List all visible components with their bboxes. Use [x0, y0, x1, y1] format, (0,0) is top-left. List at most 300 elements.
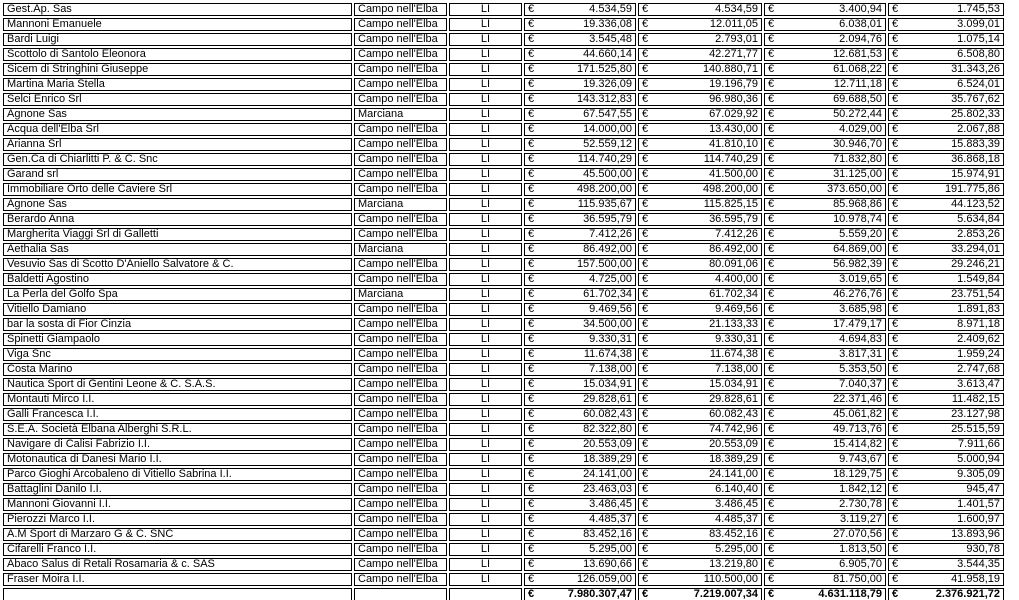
- province-cell: LI: [449, 183, 522, 196]
- euro-symbol: €: [528, 483, 535, 495]
- province-cell: LI: [449, 558, 522, 571]
- euro-symbol: €: [642, 168, 649, 180]
- municipality-cell: Campo nell'Elba: [354, 573, 447, 586]
- municipality-cell: Campo nell'Elba: [354, 3, 447, 16]
- euro-symbol: €: [892, 198, 899, 210]
- amount-1-cell: € 9.469,56: [524, 303, 636, 316]
- municipality-cell: Campo nell'Elba: [354, 318, 447, 331]
- municipality-cell: Campo nell'Elba: [354, 183, 447, 196]
- total-amount-1-cell: [524, 588, 636, 600]
- euro-symbol: €: [768, 18, 775, 30]
- euro-symbol: €: [642, 138, 649, 150]
- amount-4-cell: € 25.515,59: [888, 423, 1004, 436]
- amount-3-cell: € 3.685,98: [764, 303, 886, 316]
- company-name-cell: bar la sosta di Fior Cinzia: [3, 318, 352, 331]
- table-row: [3, 18, 1004, 31]
- amount-4-cell: € 13.893,96: [888, 528, 1004, 541]
- euro-symbol: €: [892, 33, 899, 45]
- euro-symbol: €: [642, 3, 649, 15]
- euro-symbol: €: [892, 498, 899, 510]
- amount-1-cell: € 29.828,61: [524, 393, 636, 406]
- amount-4-cell: € 5.634,84: [888, 213, 1004, 226]
- province-cell: LI: [449, 258, 522, 271]
- company-name-cell: Viga Snc: [3, 348, 352, 361]
- amount-2-cell: € 21.133,33: [638, 318, 762, 331]
- province-cell: LI: [449, 153, 522, 166]
- euro-symbol: €: [528, 453, 535, 465]
- euro-symbol: €: [768, 363, 775, 375]
- amount-2-cell: € 11.674,38: [638, 348, 762, 361]
- euro-symbol: €: [768, 348, 775, 360]
- euro-symbol: €: [768, 468, 775, 480]
- euro-symbol: €: [528, 3, 535, 15]
- euro-symbol: €: [528, 228, 535, 240]
- euro-symbol: €: [642, 558, 649, 570]
- euro-symbol: €: [892, 513, 899, 525]
- table-row: [3, 483, 1004, 496]
- company-name-cell: Fraser Moira I.I.: [3, 573, 352, 586]
- province-cell: LI: [449, 168, 522, 181]
- amount-1-cell: € 114.740,29: [524, 153, 636, 166]
- table-row: [3, 123, 1004, 136]
- euro-symbol: €: [528, 408, 535, 420]
- euro-symbol: €: [768, 138, 775, 150]
- amount-2-cell: € 96.980,36: [638, 93, 762, 106]
- amount-1-cell: € 67.547,55: [524, 108, 636, 121]
- amount-4-cell: € 2.853,26: [888, 228, 1004, 241]
- amount-3-cell: € 3.019,65: [764, 273, 886, 286]
- amount-1-cell: € 19.326,09: [524, 78, 636, 91]
- province-cell: LI: [449, 213, 522, 226]
- amount-1-cell: € 11.674,38: [524, 348, 636, 361]
- company-name-cell: S.E.A. Società Elbana Alberghi S.R.L.: [3, 423, 352, 436]
- euro-symbol: €: [768, 168, 775, 180]
- province-cell: LI: [449, 123, 522, 136]
- euro-symbol: €: [892, 138, 899, 150]
- euro-symbol: €: [528, 108, 535, 120]
- amount-1-cell: € 13.690,66: [524, 558, 636, 571]
- table-row: [3, 363, 1004, 376]
- euro-symbol: €: [642, 393, 649, 405]
- amount-3-cell: € 85.968,86: [764, 198, 886, 211]
- euro-symbol: €: [768, 108, 775, 120]
- table-row: [3, 228, 1004, 241]
- euro-symbol: €: [642, 153, 649, 165]
- euro-symbol: €: [528, 438, 535, 450]
- euro-symbol: €: [642, 513, 649, 525]
- total-amount-4: 2.376.921,72: [935, 588, 1000, 600]
- table-body: [3, 3, 1004, 586]
- company-name-cell: Cifarelli Franco I.I.: [3, 543, 352, 556]
- euro-symbol: €: [642, 213, 649, 225]
- amount-1-cell: € 4.534,59: [524, 3, 636, 16]
- amount-3-cell: € 6.905,70: [764, 558, 886, 571]
- amount-2-cell: € 6.140,40: [638, 483, 762, 496]
- amount-3-cell: € 56.982,39: [764, 258, 886, 271]
- company-name-cell: A.M Sport di Marzaro G & C. SNC: [3, 528, 352, 541]
- amount-1-cell: € 3.545,48: [524, 33, 636, 46]
- amount-4-cell: € 15.883,39: [888, 138, 1004, 151]
- province-cell: LI: [449, 513, 522, 526]
- company-name-cell: Abaco Salus di Retali Rosamaria & c. SAS: [3, 558, 352, 571]
- municipality-cell: Campo nell'Elba: [354, 273, 447, 286]
- table-row: [3, 243, 1004, 256]
- amount-3-cell: € 18.129,75: [764, 468, 886, 481]
- amount-3-cell: € 45.061,82: [764, 408, 886, 421]
- table-row: [3, 258, 1004, 271]
- euro-symbol: €: [768, 243, 775, 255]
- amount-4-cell: € 41.958,19: [888, 573, 1004, 586]
- amount-4-cell: € 1.075,14: [888, 33, 1004, 46]
- euro-symbol: €: [528, 318, 535, 330]
- euro-symbol: €: [642, 303, 649, 315]
- company-name-cell: Vesuvio Sas di Scotto D'Aniello Salvatore & C.: [3, 258, 352, 271]
- amount-2-cell: € 4.400,00: [638, 273, 762, 286]
- euro-symbol: €: [768, 93, 775, 105]
- table-row: [3, 573, 1004, 586]
- euro-symbol: €: [642, 528, 649, 540]
- table-row: [3, 318, 1004, 331]
- amount-2-cell: € 60.082,43: [638, 408, 762, 421]
- euro-symbol: €: [892, 108, 899, 120]
- municipality-cell: Campo nell'Elba: [354, 63, 447, 76]
- province-cell: LI: [449, 483, 522, 496]
- amount-2-cell: € 13.219,80: [638, 558, 762, 571]
- amount-1-cell: € 5.295,00: [524, 543, 636, 556]
- province-cell: LI: [449, 93, 522, 106]
- amount-2-cell: € 41.500,00: [638, 168, 762, 181]
- municipality-cell: Campo nell'Elba: [354, 153, 447, 166]
- municipality-cell: Campo nell'Elba: [354, 453, 447, 466]
- table-row: [3, 33, 1004, 46]
- province-cell: LI: [449, 48, 522, 61]
- amount-2-cell: € 7.138,00: [638, 363, 762, 376]
- amount-3-cell: € 10.978,74: [764, 213, 886, 226]
- amount-1-cell: € 4.725,00: [524, 273, 636, 286]
- euro-symbol: €: [892, 423, 899, 435]
- amount-1-cell: € 19.336,08: [524, 18, 636, 31]
- amount-3-cell: € 3.400,94: [764, 3, 886, 16]
- amount-3-cell: € 1.842,12: [764, 483, 886, 496]
- municipality-cell: Campo nell'Elba: [354, 498, 447, 511]
- total-amount-2-cell: [638, 588, 762, 600]
- province-cell: LI: [449, 543, 522, 556]
- table-footer: [3, 588, 1004, 600]
- euro-symbol: €: [892, 333, 899, 345]
- euro-symbol: €: [892, 78, 899, 90]
- euro-symbol: €: [892, 543, 899, 555]
- company-name-cell: Mannoni Emanuele: [3, 18, 352, 31]
- totals-empty-municipality-cell: [354, 588, 447, 600]
- euro-symbol: €: [642, 183, 649, 195]
- municipality-cell: Campo nell'Elba: [354, 393, 447, 406]
- euro-symbol: €: [528, 588, 535, 600]
- table-row: [3, 528, 1004, 541]
- municipality-cell: Campo nell'Elba: [354, 123, 447, 136]
- province-cell: LI: [449, 78, 522, 91]
- province-cell: LI: [449, 333, 522, 346]
- amount-2-cell: € 74.742,96: [638, 423, 762, 436]
- municipality-cell: Campo nell'Elba: [354, 213, 447, 226]
- table-row: [3, 348, 1004, 361]
- amount-1-cell: € 60.082,43: [524, 408, 636, 421]
- amount-4-cell: € 6.508,80: [888, 48, 1004, 61]
- table-row: [3, 108, 1004, 121]
- province-cell: LI: [449, 33, 522, 46]
- province-cell: LI: [449, 528, 522, 541]
- euro-symbol: €: [528, 273, 535, 285]
- amount-4-cell: € 8.971,18: [888, 318, 1004, 331]
- company-name-cell: Scottolo di Santolo Eleonora: [3, 48, 352, 61]
- amount-3-cell: € 71.832,80: [764, 153, 886, 166]
- table-row: [3, 153, 1004, 166]
- company-name-cell: Berardo Anna: [3, 213, 352, 226]
- amount-4-cell: € 2.067,88: [888, 123, 1004, 136]
- amount-1-cell: € 34.500,00: [524, 318, 636, 331]
- company-name-cell: Baldetti Agostino: [3, 273, 352, 286]
- euro-symbol: €: [768, 228, 775, 240]
- province-cell: LI: [449, 408, 522, 421]
- province-cell: LI: [449, 18, 522, 31]
- amount-1-cell: € 23.463,03: [524, 483, 636, 496]
- amount-1-cell: € 83.452,16: [524, 528, 636, 541]
- amount-4-cell: € 1.600,97: [888, 513, 1004, 526]
- amount-3-cell: € 5.353,50: [764, 363, 886, 376]
- company-name-cell: Spinetti Giampaolo: [3, 333, 352, 346]
- amount-4-cell: € 1.959,24: [888, 348, 1004, 361]
- euro-symbol: €: [642, 18, 649, 30]
- euro-symbol: €: [528, 513, 535, 525]
- amount-3-cell: € 3.817,31: [764, 348, 886, 361]
- totals-row: [3, 588, 1004, 600]
- euro-symbol: €: [528, 573, 535, 585]
- table-row: [3, 378, 1004, 391]
- amount-3-cell: € 9.743,67: [764, 453, 886, 466]
- euro-symbol: €: [892, 453, 899, 465]
- amount-2-cell: € 41.810,10: [638, 138, 762, 151]
- euro-symbol: €: [528, 213, 535, 225]
- table-row: [3, 513, 1004, 526]
- euro-symbol: €: [892, 123, 899, 135]
- amount-3-cell: € 69.688,50: [764, 93, 886, 106]
- euro-symbol: €: [528, 543, 535, 555]
- municipality-cell: Marciana: [354, 198, 447, 211]
- euro-symbol: €: [892, 18, 899, 30]
- euro-symbol: €: [642, 318, 649, 330]
- euro-symbol: €: [768, 423, 775, 435]
- euro-symbol: €: [528, 198, 535, 210]
- euro-symbol: €: [528, 168, 535, 180]
- euro-symbol: €: [642, 273, 649, 285]
- amount-2-cell: € 12.011,05: [638, 18, 762, 31]
- euro-symbol: €: [642, 198, 649, 210]
- amount-4-cell: € 3.544,35: [888, 558, 1004, 571]
- euro-symbol: €: [642, 378, 649, 390]
- table-row: [3, 198, 1004, 211]
- amount-3-cell: € 4.029,00: [764, 123, 886, 136]
- euro-symbol: €: [892, 168, 899, 180]
- table-row: [3, 183, 1004, 196]
- euro-symbol: €: [528, 423, 535, 435]
- amount-1-cell: € 115.935,67: [524, 198, 636, 211]
- municipality-cell: Campo nell'Elba: [354, 258, 447, 271]
- euro-symbol: €: [528, 258, 535, 270]
- company-name-cell: Vitiello Damiano: [3, 303, 352, 316]
- euro-symbol: €: [768, 318, 775, 330]
- euro-symbol: €: [768, 288, 775, 300]
- euro-symbol: €: [768, 3, 775, 15]
- company-name-cell: Battaglini Danilo I.I.: [3, 483, 352, 496]
- euro-symbol: €: [528, 333, 535, 345]
- euro-symbol: €: [528, 288, 535, 300]
- euro-symbol: €: [892, 588, 899, 600]
- euro-symbol: €: [768, 183, 775, 195]
- euro-symbol: €: [768, 528, 775, 540]
- amount-3-cell: € 17.479,17: [764, 318, 886, 331]
- amount-4-cell: € 5.000,94: [888, 453, 1004, 466]
- euro-symbol: €: [768, 33, 775, 45]
- amount-4-cell: € 1.549,84: [888, 273, 1004, 286]
- municipality-cell: Campo nell'Elba: [354, 408, 447, 421]
- euro-symbol: €: [642, 123, 649, 135]
- euro-symbol: €: [768, 573, 775, 585]
- amount-4-cell: € 7.911,66: [888, 438, 1004, 451]
- amount-2-cell: € 115.825,15: [638, 198, 762, 211]
- euro-symbol: €: [768, 453, 775, 465]
- amount-4-cell: € 25.802,33: [888, 108, 1004, 121]
- euro-symbol: €: [892, 288, 899, 300]
- amount-3-cell: € 5.559,20: [764, 228, 886, 241]
- euro-symbol: €: [642, 348, 649, 360]
- company-name-cell: Garand srl: [3, 168, 352, 181]
- amount-1-cell: € 86.492,00: [524, 243, 636, 256]
- company-name-cell: Costa Marino: [3, 363, 352, 376]
- company-name-cell: Galli Francesca I.I.: [3, 408, 352, 421]
- euro-symbol: €: [642, 423, 649, 435]
- table-row: [3, 423, 1004, 436]
- table-row: [3, 3, 1004, 16]
- amount-4-cell: € 1.401,57: [888, 498, 1004, 511]
- euro-symbol: €: [528, 393, 535, 405]
- euro-symbol: €: [642, 408, 649, 420]
- municipality-cell: Campo nell'Elba: [354, 303, 447, 316]
- municipality-cell: Campo nell'Elba: [354, 93, 447, 106]
- table-row: [3, 168, 1004, 181]
- province-cell: LI: [449, 498, 522, 511]
- amount-3-cell: € 49.713,76: [764, 423, 886, 436]
- euro-symbol: €: [642, 108, 649, 120]
- amount-4-cell: € 9.305,09: [888, 468, 1004, 481]
- amount-2-cell: € 86.492,00: [638, 243, 762, 256]
- table-row: [3, 138, 1004, 151]
- euro-symbol: €: [892, 273, 899, 285]
- table-row: [3, 63, 1004, 76]
- euro-symbol: €: [892, 153, 899, 165]
- municipality-cell: Campo nell'Elba: [354, 378, 447, 391]
- euro-symbol: €: [528, 498, 535, 510]
- province-cell: LI: [449, 108, 522, 121]
- euro-symbol: €: [768, 303, 775, 315]
- euro-symbol: €: [768, 123, 775, 135]
- province-cell: LI: [449, 573, 522, 586]
- company-name-cell: Bardi Luigi: [3, 33, 352, 46]
- amount-3-cell: € 64.869,00: [764, 243, 886, 256]
- euro-symbol: €: [642, 438, 649, 450]
- company-name-cell: Agnone Sas: [3, 198, 352, 211]
- table-row: [3, 78, 1004, 91]
- amount-2-cell: € 20.553,09: [638, 438, 762, 451]
- province-cell: LI: [449, 423, 522, 436]
- euro-symbol: €: [768, 378, 775, 390]
- company-name-cell: Sicem di Stringhini Giuseppe: [3, 63, 352, 76]
- amount-2-cell: € 9.469,56: [638, 303, 762, 316]
- amount-2-cell: € 13.430,00: [638, 123, 762, 136]
- amount-1-cell: € 20.553,09: [524, 438, 636, 451]
- amount-2-cell: € 18.389,29: [638, 453, 762, 466]
- euro-symbol: €: [642, 543, 649, 555]
- company-name-cell: Gen.Ca di Chiarlitti P. & C. Snc: [3, 153, 352, 166]
- euro-symbol: €: [892, 93, 899, 105]
- amount-2-cell: € 110.500,00: [638, 573, 762, 586]
- euro-symbol: €: [528, 63, 535, 75]
- amount-1-cell: € 7.412,26: [524, 228, 636, 241]
- amount-1-cell: € 61.702,34: [524, 288, 636, 301]
- municipality-cell: Campo nell'Elba: [354, 33, 447, 46]
- table-row: [3, 408, 1004, 421]
- company-name-cell: Parco Gioghi Arcobaleno di Vitiello Sabrina I.I.: [3, 468, 352, 481]
- amount-3-cell: € 4.694,83: [764, 333, 886, 346]
- amount-3-cell: € 27.070,56: [764, 528, 886, 541]
- amount-3-cell: € 12.681,53: [764, 48, 886, 61]
- municipality-cell: Marciana: [354, 288, 447, 301]
- municipality-cell: Campo nell'Elba: [354, 348, 447, 361]
- amount-4-cell: € 6.524,01: [888, 78, 1004, 91]
- municipality-cell: Campo nell'Elba: [354, 168, 447, 181]
- company-name-cell: Arianna Srl: [3, 138, 352, 151]
- euro-symbol: €: [642, 288, 649, 300]
- company-name-cell: Agnone Sas: [3, 108, 352, 121]
- province-cell: LI: [449, 348, 522, 361]
- table-row: [3, 93, 1004, 106]
- municipality-cell: Campo nell'Elba: [354, 138, 447, 151]
- table-row: [3, 543, 1004, 556]
- euro-symbol: €: [768, 63, 775, 75]
- province-cell: LI: [449, 138, 522, 151]
- euro-symbol: €: [528, 33, 535, 45]
- amount-2-cell: € 4.534,59: [638, 3, 762, 16]
- company-name-cell: Gest.Ap. Sas: [3, 3, 352, 16]
- total-amount-1: 7.980.307,47: [567, 588, 632, 600]
- euro-symbol: €: [768, 408, 775, 420]
- amount-2-cell: € 2.793,01: [638, 33, 762, 46]
- euro-symbol: €: [528, 183, 535, 195]
- totals-empty-name-cell: [3, 588, 352, 600]
- table-row: [3, 333, 1004, 346]
- amount-3-cell: € 46.276,76: [764, 288, 886, 301]
- amount-3-cell: € 50.272,44: [764, 108, 886, 121]
- province-cell: LI: [449, 318, 522, 331]
- municipality-cell: Marciana: [354, 108, 447, 121]
- amount-2-cell: € 3.486,45: [638, 498, 762, 511]
- company-name-cell: Selci Enrico Srl: [3, 93, 352, 106]
- amount-4-cell: € 23.751,54: [888, 288, 1004, 301]
- euro-symbol: €: [642, 483, 649, 495]
- amount-4-cell: € 1.891,83: [888, 303, 1004, 316]
- table-row: [3, 438, 1004, 451]
- amount-1-cell: € 4.485,37: [524, 513, 636, 526]
- euro-symbol: €: [892, 528, 899, 540]
- amount-1-cell: € 44.660,14: [524, 48, 636, 61]
